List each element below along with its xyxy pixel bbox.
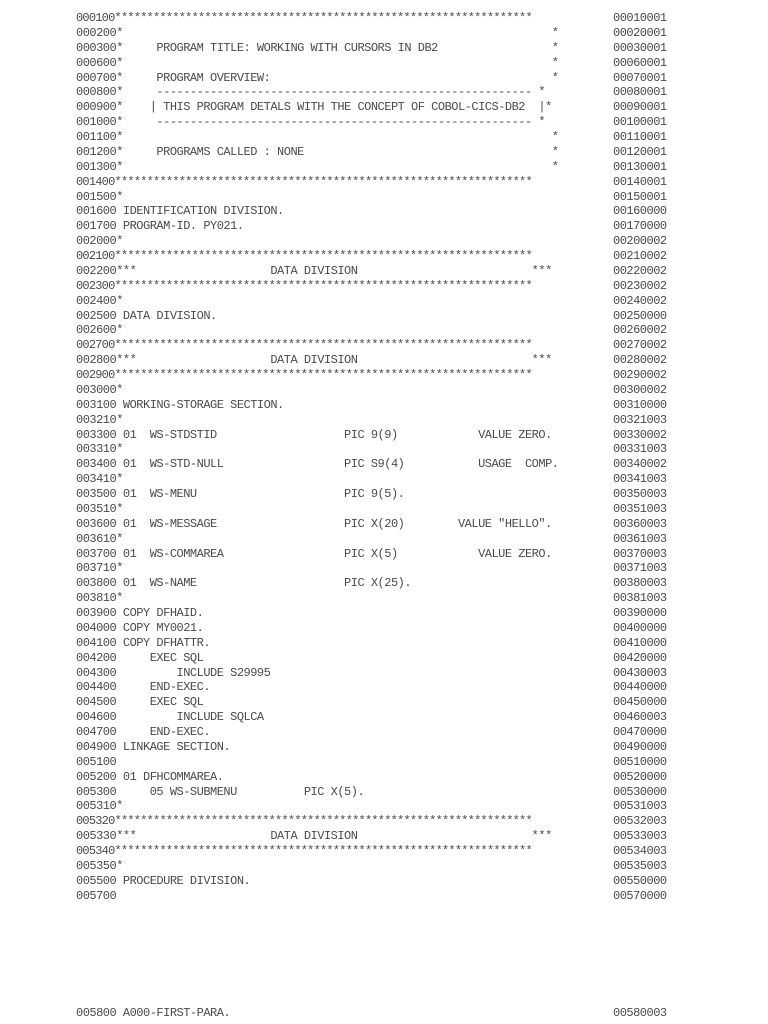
line-sequence-number: 00060001	[613, 55, 667, 70]
line-content: 004700 END-EXEC.	[76, 725, 211, 739]
source-line	[0, 26, 768, 41]
line-content: 004000 COPY MY0021.	[76, 620, 204, 635]
source-line	[0, 576, 768, 591]
line-content: 002300*****************************************************************	[76, 278, 532, 293]
line-content: 000700* PROGRAM OVERVIEW: *	[76, 70, 559, 85]
line-sequence-number: 00370003	[613, 546, 667, 561]
line-sequence-number: 00361003	[613, 531, 667, 546]
line-sequence-number: 00120001	[613, 144, 667, 159]
line-sequence-number: 00331003	[613, 442, 667, 457]
line-content: 004200 EXEC SQL	[76, 650, 204, 665]
source-line	[0, 621, 768, 636]
line-content: 003900 COPY DFHAID.	[76, 606, 204, 620]
source-line	[0, 740, 768, 755]
line-sequence-number: 00160000	[613, 204, 667, 219]
line-sequence-number: 00580003	[613, 1006, 667, 1020]
line-sequence-number: 00070001	[613, 70, 667, 85]
line-content: 001200* PROGRAMS CALLED : NONE *	[76, 144, 559, 159]
line-content: 005350*	[76, 858, 123, 873]
source-line	[0, 814, 768, 829]
source-line	[0, 368, 768, 383]
line-content: 002700*****************************************************************	[76, 338, 532, 353]
line-content: 003610*	[76, 531, 123, 546]
line-content: 005300 05 WS-SUBMENU PIC X(5).	[76, 784, 365, 799]
source-line	[0, 249, 768, 264]
source-line	[0, 442, 768, 457]
source-code-listing	[0, 11, 768, 904]
line-sequence-number: 00350003	[613, 487, 667, 501]
line-sequence-number: 00260002	[613, 323, 667, 338]
source-line	[0, 651, 768, 666]
line-sequence-number: 00380003	[613, 576, 667, 591]
line-content: 002400*	[76, 293, 123, 308]
source-line	[0, 204, 768, 219]
source-line	[0, 41, 768, 56]
line-content: 005700	[76, 888, 117, 903]
line-sequence-number: 00330002	[613, 427, 667, 442]
line-sequence-number: 00210002	[613, 249, 667, 263]
source-line	[0, 219, 768, 234]
line-content: 004300 INCLUDE S29995	[76, 665, 271, 680]
line-sequence-number: 00410000	[613, 635, 667, 650]
source-line	[0, 383, 768, 398]
line-content: 003100 WORKING-STORAGE SECTION.	[76, 397, 284, 412]
line-sequence-number: 00532003	[613, 814, 667, 829]
line-sequence-number: 00535003	[613, 858, 667, 873]
line-content: 003700 01 WS-COMMAREA PIC X(5) VALUE ZERO.	[76, 546, 552, 561]
line-content: 000100*****************************************************************	[76, 11, 532, 25]
source-line	[0, 71, 768, 86]
line-sequence-number: 00340002	[613, 457, 667, 472]
line-content: 003710*	[76, 561, 123, 576]
line-content: 001100* *	[76, 130, 559, 144]
line-sequence-number: 00400000	[613, 620, 667, 635]
line-sequence-number: 00371003	[613, 561, 667, 576]
line-sequence-number: 00420000	[613, 650, 667, 665]
source-line	[0, 591, 768, 606]
line-sequence-number: 00230002	[613, 278, 667, 293]
line-content: 001400*****************************************************************	[76, 174, 532, 189]
line-content: 003800 01 WS-NAME PIC X(25).	[76, 576, 412, 591]
line-sequence-number: 00550000	[613, 873, 667, 888]
source-line	[0, 636, 768, 651]
line-sequence-number: 00520000	[613, 769, 667, 784]
line-content: 004100 COPY DFHATTR.	[76, 635, 211, 650]
source-line	[0, 606, 768, 621]
line-content: 001300* *	[76, 159, 559, 174]
source-line	[0, 115, 768, 130]
line-sequence-number: 00130001	[613, 159, 667, 174]
source-line	[0, 844, 768, 859]
line-content: 001500*	[76, 189, 123, 204]
source-line	[0, 487, 768, 502]
source-line	[0, 190, 768, 205]
line-sequence-number: 00110001	[613, 130, 667, 144]
line-sequence-number: 00080001	[613, 85, 667, 100]
line-content: 005800 A000-FIRST-PARA.	[76, 1006, 231, 1020]
line-content: 001600 IDENTIFICATION DIVISION.	[76, 204, 284, 219]
line-content: 005200 01 DFHCOMMAREA.	[76, 769, 224, 784]
line-content: 003000*	[76, 382, 123, 397]
line-sequence-number: 00280002	[613, 353, 667, 368]
line-content: 002500 DATA DIVISION.	[76, 308, 217, 323]
line-content: 004600 INCLUDE SQLCA	[76, 710, 264, 725]
source-line	[0, 517, 768, 532]
source-line	[0, 889, 768, 904]
line-content: 004500 EXEC SQL	[76, 695, 204, 710]
source-line	[0, 785, 768, 800]
source-line	[0, 457, 768, 472]
source-line	[0, 874, 768, 889]
line-content: 005500 PROCEDURE DIVISION.	[76, 873, 251, 888]
source-line	[0, 11, 768, 26]
line-sequence-number: 00470000	[613, 725, 667, 739]
source-line	[0, 294, 768, 309]
line-content: 003600 01 WS-MESSAGE PIC X(20) VALUE "HELLO".	[76, 516, 552, 531]
source-line	[0, 710, 768, 725]
line-content: 003400 01 WS-STD-NULL PIC S9(4) USAGE COMP.	[76, 457, 559, 472]
line-sequence-number: 00150001	[613, 189, 667, 204]
line-content: 000600* *	[76, 55, 559, 70]
source-line	[0, 725, 768, 740]
line-sequence-number: 00250000	[613, 308, 667, 323]
line-sequence-number: 00490000	[613, 739, 667, 754]
source-line	[0, 264, 768, 279]
line-content: 003500 01 WS-MENU PIC 9(5).	[76, 487, 405, 501]
source-line	[0, 680, 768, 695]
line-content: 002000*	[76, 234, 123, 249]
line-sequence-number: 00321003	[613, 412, 667, 427]
source-line-footer	[0, 1006, 768, 1021]
line-content: 001700 PROGRAM-ID. PY021.	[76, 219, 244, 234]
source-line	[0, 338, 768, 353]
source-line	[0, 695, 768, 710]
line-sequence-number: 00450000	[613, 695, 667, 710]
line-sequence-number: 00310000	[613, 397, 667, 412]
line-sequence-number: 00170000	[613, 219, 667, 234]
line-content: 003210*	[76, 412, 123, 427]
line-sequence-number: 00200002	[613, 234, 667, 249]
line-sequence-number: 00020001	[613, 25, 667, 40]
source-line	[0, 561, 768, 576]
line-content: 002900*****************************************************************	[76, 368, 532, 382]
line-content: 002200*** DATA DIVISION ***	[76, 263, 552, 278]
line-sequence-number: 00390000	[613, 606, 667, 620]
line-sequence-number: 00533003	[613, 829, 667, 844]
line-content: 005320*****************************************************************	[76, 814, 532, 829]
line-sequence-number: 00530000	[613, 784, 667, 799]
source-line	[0, 130, 768, 145]
source-line	[0, 859, 768, 874]
source-line	[0, 160, 768, 175]
source-line	[0, 175, 768, 190]
line-content: 003300 01 WS-STDSTID PIC 9(9) VALUE ZERO.	[76, 427, 552, 442]
source-line	[0, 829, 768, 844]
line-sequence-number: 00140001	[613, 174, 667, 189]
source-line	[0, 472, 768, 487]
line-content: 004400 END-EXEC.	[76, 680, 211, 695]
line-content: 000300* PROGRAM TITLE: WORKING WITH CURSORS IN DB2 *	[76, 40, 559, 55]
line-sequence-number: 00300002	[613, 382, 667, 397]
line-sequence-number: 00010001	[613, 11, 667, 25]
source-line	[0, 323, 768, 338]
line-sequence-number: 00270002	[613, 338, 667, 353]
source-line	[0, 279, 768, 294]
line-content: 005100	[76, 754, 117, 769]
line-content: 003410*	[76, 472, 123, 487]
line-sequence-number: 00220002	[613, 263, 667, 278]
line-sequence-number: 00381003	[613, 591, 667, 606]
line-content: 000200* *	[76, 25, 559, 40]
source-line	[0, 532, 768, 547]
line-sequence-number: 00440000	[613, 680, 667, 695]
line-content: 005310*	[76, 799, 123, 814]
line-content: 005330*** DATA DIVISION ***	[76, 829, 552, 844]
source-line	[0, 85, 768, 100]
line-content: 001000* -------------------------------------------------------- *	[76, 115, 546, 130]
line-content: 003310*	[76, 442, 123, 457]
line-sequence-number: 00510000	[613, 754, 667, 769]
source-line	[0, 145, 768, 160]
line-sequence-number: 00351003	[613, 501, 667, 516]
source-line	[0, 234, 768, 249]
line-content: 005340*****************************************************************	[76, 844, 532, 858]
line-sequence-number: 00360003	[613, 516, 667, 531]
source-line	[0, 353, 768, 368]
line-content: 000900* | THIS PROGRAM DETALS WITH THE CONCEPT OF COBOL-CICS-DB2 |*	[76, 100, 552, 115]
line-content: 000800* -------------------------------------------------------- *	[76, 85, 546, 100]
line-sequence-number: 00290002	[613, 368, 667, 382]
line-sequence-number: 00100001	[613, 115, 667, 130]
line-sequence-number: 00240002	[613, 293, 667, 308]
line-sequence-number: 00030001	[613, 40, 667, 55]
source-line	[0, 799, 768, 814]
line-sequence-number: 00570000	[613, 888, 667, 903]
source-line	[0, 502, 768, 517]
source-line	[0, 547, 768, 562]
line-content: 002100*****************************************************************	[76, 249, 532, 263]
line-sequence-number: 00090001	[613, 100, 667, 115]
source-line	[0, 398, 768, 413]
source-line	[0, 309, 768, 324]
line-sequence-number: 00430003	[613, 665, 667, 680]
line-sequence-number: 00531003	[613, 799, 667, 814]
source-line	[0, 755, 768, 770]
source-line	[0, 413, 768, 428]
source-line	[0, 100, 768, 115]
line-sequence-number: 00534003	[613, 844, 667, 858]
line-sequence-number: 00460003	[613, 710, 667, 725]
source-line	[0, 666, 768, 681]
source-line	[0, 56, 768, 71]
line-content: 003510*	[76, 501, 123, 516]
source-line	[0, 770, 768, 785]
line-content: 004900 LINKAGE SECTION.	[76, 739, 231, 754]
line-sequence-number: 00341003	[613, 472, 667, 487]
line-content: 002800*** DATA DIVISION ***	[76, 353, 552, 368]
line-content: 002600*	[76, 323, 123, 338]
source-line	[0, 428, 768, 443]
line-content: 003810*	[76, 591, 123, 606]
